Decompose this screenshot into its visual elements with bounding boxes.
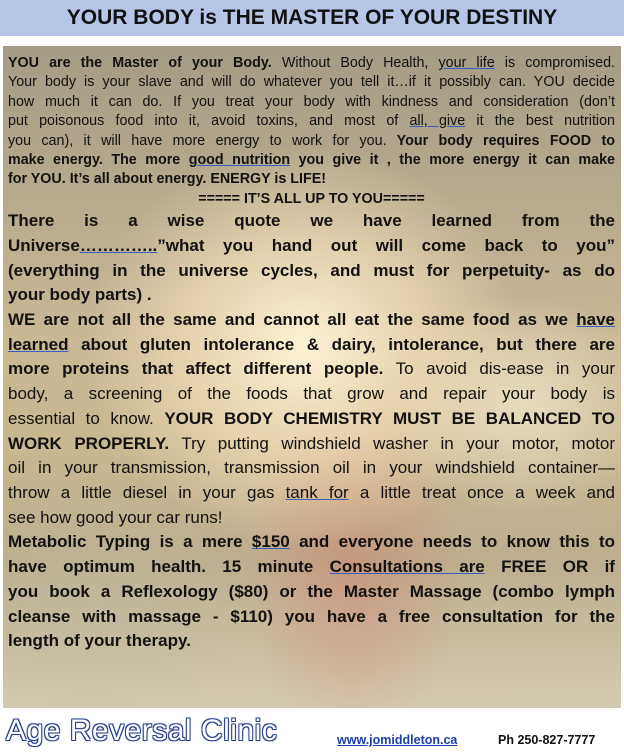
text-line: There is a wise quote we have learned from the [8, 211, 615, 231]
text-line: see how good your car runs! [8, 507, 223, 527]
text-line: oil in your transmission, transmission oil in your windshield container— [8, 458, 615, 478]
website-link[interactable]: www.jomiddleton.ca [337, 733, 458, 747]
text-line: WE are not all the same and cannot all eat the same food as we have [8, 310, 615, 330]
phone-number: Ph 250-827-7777 [498, 733, 596, 747]
text-line: you book a Reflexology ($80) or the Master Massage (combo lymph [8, 581, 615, 601]
poster-background [3, 46, 621, 708]
text-line: more proteins that affect different people. To avoid dis-ease in your [8, 359, 616, 379]
text-line: cleanse with massage - $110) you have a free consultation for the [8, 606, 615, 626]
text-line: how much it can do. If you treat your body with kindness and consideration (don’t [8, 93, 615, 110]
text-line: you can), it will have more energy to work for you. Your body requires FOOD to [8, 132, 615, 149]
section-divider: ===== IT’S ALL UP TO YOU===== [198, 190, 425, 207]
text-line: (everything in the universe cycles, and must for perpetuity- as do [8, 260, 615, 280]
footer [0, 710, 624, 753]
text-line: your body parts) . [8, 285, 152, 305]
text-line: Metabolic Typing is a mere $150 and everyone needs to know this to [8, 532, 615, 552]
text-line: put poisonous food into it, avoid toxins, and most of all, give it the best nutrition [8, 113, 615, 130]
text-line: body, a screening of the foods that grow and repair your body is [8, 384, 615, 404]
text-line: for YOU. It’s all about energy. ENERGY is LIFE! [8, 171, 327, 188]
text-line: YOU are the Master of your Body. Without Body Health, your life is compromised. [8, 55, 615, 71]
text-line: learned about gluten intolerance & dairy, intolerance, but there are [8, 334, 615, 354]
text-line: essential to know. YOUR BODY CHEMISTRY MUST BE BALANCED TO [8, 408, 615, 428]
title-banner [0, 0, 624, 36]
text-line: length of your therapy. [8, 631, 191, 651]
text-line: Your body is your slave and will do whatever you tell it…if it possibly can. YOU decide [8, 74, 615, 91]
page-title: YOUR BODY is THE MASTER OF YOUR DESTINY [66, 6, 558, 29]
text-line: Universe…………..”what you hand out will come back to you” [8, 235, 615, 255]
body-text [8, 54, 615, 654]
text-line: throw a little diesel in your gas tank for a little treat once a week and [8, 482, 615, 502]
text-line: have optimum health. 15 minute Consultations are FREE OR if [8, 557, 615, 577]
text-line: make energy. The more good nutrition you give it , the more energy it can make [8, 152, 615, 169]
clinic-brand-logo: Age Reversal Clinic [6, 714, 278, 747]
text-line: WORK PROPERLY. Try putting windshield washer in your motor, motor [8, 433, 615, 453]
